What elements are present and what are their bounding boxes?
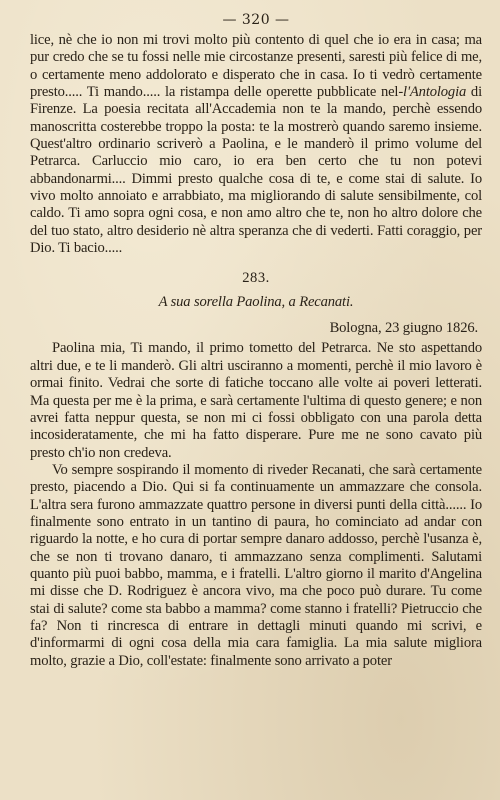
page-number: — 320 — [222,12,290,28]
continuation-paragraph [30,32,482,257]
letter-paragraph-2: Vo sempre sospirando il momento di riveder Recanati, che sarà certamente presto, piacendo a Dio. Qui si fa continuamente un ammazzare che consola. L'altra sera furono ammazzate quattro persone in diversi punti della città...... Io finalmente sono entrato in un tantino di paura, ho cominciato ad andar con riguardo la notte, e ho cura di portar sempre danaro addosso, perchè l'usanza è, che se non ti trovano danaro, ti ammazzano senza complimenti. Salutami quanto più puoi babbo, mamma, e i fratelli. L'altro giorno il marito d'Angelina mi disse che D. Rodriguez è ancora vivo, ma che poco può durare. Tu come stai di salute? come sta babbo a mamma? come stanno i fratelli? Pietruccio che fa? Non ti rincresca di entrare in dettagli minuti quando mi scrivi, e d'informarmi di ogni cosa della mia cara famiglia. La mia salute migliora molto, grazie a Dio, coll'estate: finalmente sono arrivato a poter [30,461,482,669]
letter-dateline: Bologna, 23 giugno 1826. [329,320,478,337]
continuation-text-end: di Firenze. La poesia recitata all'Accademia non te la mando, perchè essendo manoscritta costerebbe troppo la posta: te la mostrerò quando saremo insieme. Quest'altro ordinario scriverò a Paolina, e le manderò il primo volume del Petrarca. Carluccio mio caro, io era ben certo che tu non potevi abbandonarmi.... Dimmi presto qualche cosa di te, e come stai di salute. Io vivo molto annoiato e arrabbiato, ma migliorando di salute sensibilmente, col caldo. Ti amo sopra ogni cosa, e non amo altro che te, non ho altro dolore che del tuo stato, altro desiderio nè altra speranza che di vederti. Fatti coraggio, per Dio. Ti bacio..... [30,84,482,257]
letter-number: 283. [242,270,270,287]
continuation-text-start: lice, nè che io non mi trovi molto più contento di quel che io era in casa; ma pur credo che se tu fossi nelle mie circostanze presenti, saresti più felice di me, o certamente meno addolorato e disperato che in casa. Io ti vedrò certamente presto..... Ti mando..... la ristampa delle operette pubblicate nel- [30,32,482,101]
antologia-title: l'Antologia [403,84,467,101]
letter-paragraph-1: Paolina mia, Ti mando, il primo tometto del Petrarca. Ne sto aspettando altri due, e te li manderò. Gli altri usciranno a momenti, perchè il mio lavoro è ormai finito. Vedrai che sorte di fatiche toccano alle volte ai poveri letterati. Ma questa per me è la prima, e sarà certamente l'ultima di questo genere; e non avrei fatta neppur questa, se non mi ci fossi obbligato con una parola detta incosideratamente, che mi ha fatto disperare. Pure me ne sono cavato più presto ch'io non credeva. [30,340,482,461]
letter-body [30,340,482,670]
body-text [30,32,482,670]
letter-heading: A sua sorella Paolina, a Recanati. [158,294,354,311]
